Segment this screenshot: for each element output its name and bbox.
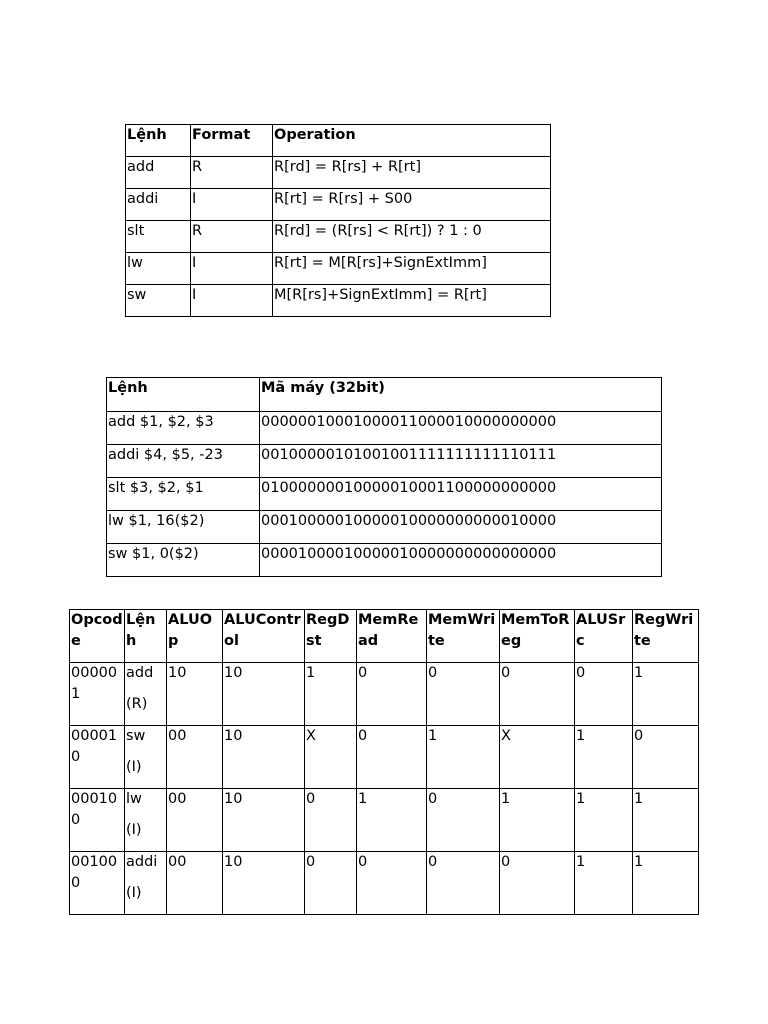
cell-instruction: lw $1, 16($2) (107, 511, 260, 544)
table-row (126, 221, 551, 253)
table-row (107, 544, 662, 577)
cell-operation: R[rt] = M[R[rs]+SignExtImm] (273, 253, 551, 285)
cell-regdst: 1 (305, 663, 357, 726)
cell-alusrc: 1 (575, 726, 633, 789)
cell-operation: R[rd] = R[rs] + R[rt] (273, 157, 551, 189)
cell-aluop: 00 (167, 726, 223, 789)
machine-code-table (106, 377, 662, 577)
cell-instruction: slt $3, $2, $1 (107, 478, 260, 511)
cell-alucontrol: 10 (223, 852, 305, 915)
cell-regwrite: 1 (633, 789, 699, 852)
cell-alucontrol: 10 (223, 726, 305, 789)
table-row (70, 663, 699, 726)
cell-aluop: 00 (167, 852, 223, 915)
cell-regdst: 0 (305, 852, 357, 915)
cell-lenh (125, 726, 167, 789)
cell-format: I (191, 253, 273, 285)
cell-instruction: sw $1, 0($2) (107, 544, 260, 577)
cell-alucontrol: 10 (223, 663, 305, 726)
table-row (126, 253, 551, 285)
table-header-row (126, 125, 551, 157)
cell-memwrite: 0 (427, 852, 500, 915)
cell-instruction: add $1, $2, $3 (107, 412, 260, 445)
table-row (107, 412, 662, 445)
cell-memtoreg: 1 (500, 789, 575, 852)
lenh-type: (I) (126, 885, 142, 901)
table-row (70, 789, 699, 852)
header-memread: MemRead (357, 610, 427, 663)
table-row (107, 445, 662, 478)
cell-alucontrol: 10 (223, 789, 305, 852)
table-row (70, 726, 699, 789)
header-memwrite: MemWrite (427, 610, 500, 663)
cell-regwrite: 1 (633, 852, 699, 915)
table-row (126, 157, 551, 189)
lenh-type: (R) (126, 696, 148, 712)
table-row (70, 852, 699, 915)
table-row (107, 511, 662, 544)
cell-aluop: 10 (167, 663, 223, 726)
header-regdst: RegDst (305, 610, 357, 663)
control-signal-table (69, 609, 699, 915)
header-memtoreg: MemToReg (500, 610, 575, 663)
header-opcode: Opcode (70, 610, 125, 663)
cell-regwrite: 1 (633, 663, 699, 726)
header-machine-code: Mã máy (32bit) (260, 378, 662, 412)
header-aluop: ALUOp (167, 610, 223, 663)
cell-lenh (125, 663, 167, 726)
header-format: Format (191, 125, 273, 157)
cell-operation: R[rd] = (R[rs] < R[rt]) ? 1 : 0 (273, 221, 551, 253)
cell-lenh (125, 852, 167, 915)
table-row (126, 189, 551, 221)
cell-machine-code: 00001000010000010000000000000000 (260, 544, 662, 577)
header-lenh: Lệnh (126, 125, 191, 157)
table-row (107, 478, 662, 511)
lenh-name: addi (126, 854, 158, 870)
cell-memwrite: 1 (427, 726, 500, 789)
cell-machine-code: 00010000010000010000000000010000 (260, 511, 662, 544)
table-header-row (70, 610, 699, 663)
cell-opcode: 001000 (70, 852, 125, 915)
cell-memwrite: 0 (427, 789, 500, 852)
cell-opcode: 000010 (70, 726, 125, 789)
cell-machine-code: 00100000101001001111111111110111 (260, 445, 662, 478)
header-alucontrol: ALUControl (223, 610, 305, 663)
cell-memread: 0 (357, 852, 427, 915)
lenh-type: (I) (126, 822, 142, 838)
cell-format: R (191, 221, 273, 253)
cell-memtoreg: 0 (500, 663, 575, 726)
cell-opcode: 000001 (70, 663, 125, 726)
cell-opcode: 000100 (70, 789, 125, 852)
cell-memread: 0 (357, 663, 427, 726)
header-lenh: Lệnh (125, 610, 167, 663)
table-row (126, 285, 551, 317)
cell-regdst: 0 (305, 789, 357, 852)
cell-lenh: slt (126, 221, 191, 253)
cell-memread: 0 (357, 726, 427, 789)
cell-operation: M[R[rs]+SignExtImm] = R[rt] (273, 285, 551, 317)
cell-lenh: sw (126, 285, 191, 317)
cell-memtoreg: X (500, 726, 575, 789)
header-alusrc: ALUSrc (575, 610, 633, 663)
header-operation: Operation (273, 125, 551, 157)
cell-format: I (191, 285, 273, 317)
cell-aluop: 00 (167, 789, 223, 852)
lenh-name: sw (126, 728, 146, 744)
cell-regwrite: 0 (633, 726, 699, 789)
cell-machine-code: 00000010001000011000010000000000 (260, 412, 662, 445)
cell-memread: 1 (357, 789, 427, 852)
cell-format: I (191, 189, 273, 221)
lenh-name: add (126, 665, 154, 681)
cell-instruction: addi $4, $5, -23 (107, 445, 260, 478)
cell-alusrc: 0 (575, 663, 633, 726)
instruction-format-table (125, 124, 551, 317)
cell-alusrc: 1 (575, 852, 633, 915)
lenh-type: (I) (126, 759, 142, 775)
cell-lenh: lw (126, 253, 191, 285)
cell-format: R (191, 157, 273, 189)
cell-operation: R[rt] = R[rs] + S00 (273, 189, 551, 221)
cell-alusrc: 1 (575, 789, 633, 852)
cell-lenh: addi (126, 189, 191, 221)
header-regwrite: RegWrite (633, 610, 699, 663)
table-header-row (107, 378, 662, 412)
lenh-name: lw (126, 791, 142, 807)
cell-memwrite: 0 (427, 663, 500, 726)
cell-lenh: add (126, 157, 191, 189)
cell-regdst: X (305, 726, 357, 789)
cell-lenh (125, 789, 167, 852)
cell-memtoreg: 0 (500, 852, 575, 915)
cell-machine-code: 01000000010000010001100000000000 (260, 478, 662, 511)
header-lenh: Lệnh (107, 378, 260, 412)
